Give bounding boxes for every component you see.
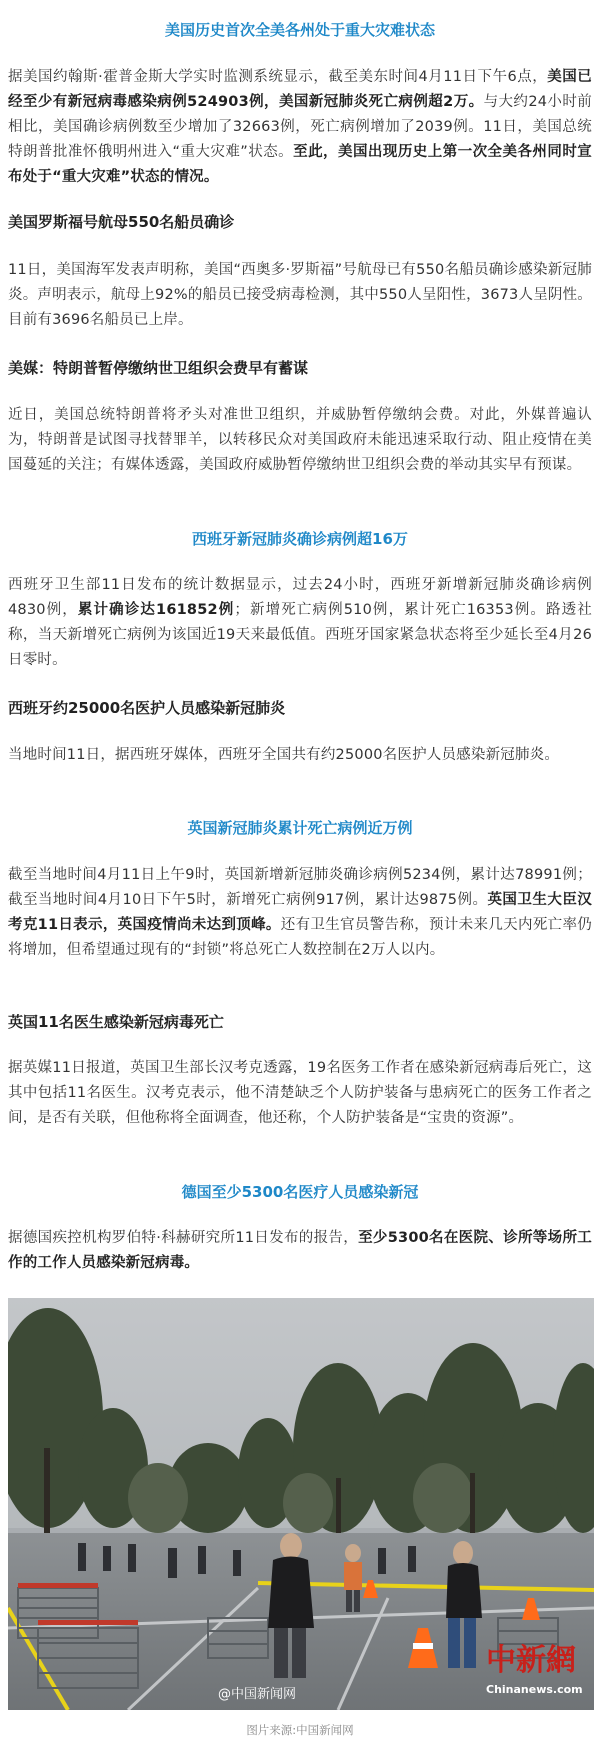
bold-text: 累计确诊达161852例 bbox=[77, 602, 235, 618]
photo-caption: 图片来源:中国新闻网 bbox=[246, 1723, 354, 1737]
paragraph-spain-medics bbox=[8, 743, 592, 768]
text-run: 还有卫生官员警告称，预计未来几天内死亡率仍将增加，但希望通过现有的“封锁”将总死亡人数控制在2万人以内。 bbox=[8, 917, 592, 958]
section-heading: 德国至少5300名医疗人员感染新冠 bbox=[181, 1183, 419, 1201]
section-roosevelt bbox=[8, 210, 592, 234]
chinanews-logo: 中新網 bbox=[486, 1643, 576, 1678]
bold-text: 至少5300名在医院、诊所等场所工作的工作人员感染新冠病毒。 bbox=[8, 1230, 592, 1271]
section-who-dues bbox=[8, 356, 592, 380]
section-subheading: 英国11名医生感染新冠病毒死亡 bbox=[8, 1013, 224, 1031]
section-subheading: 西班牙约25000名医护人员感染新冠肺炎 bbox=[8, 699, 286, 717]
paragraph-text: 当地时间11日，据西班牙媒体，西班牙全国共有约25000名医护人员感染新冠肺炎。 bbox=[8, 747, 560, 763]
section-uk-doctors bbox=[8, 1010, 592, 1034]
text-run: 西班牙卫生部11日发布的统计数据显示，过去24小时，西班牙新增新冠肺炎确诊病例4830例， bbox=[8, 577, 592, 618]
section-spain-cases bbox=[8, 527, 592, 551]
paragraph-spain-cases bbox=[8, 573, 592, 673]
text-run: ；新增死亡病例510例，累计死亡16353例。路透社称，当天新增死亡病例为该国近19天来最低值。西班牙国家紧急状态将至少延长至4月26日零时。 bbox=[8, 602, 592, 668]
paragraph-uk-deaths bbox=[8, 863, 592, 963]
text-run: 与大约24小时前相比，美国确诊病例数至少增加了32663例，死亡病例增加了2039例。11日，美国总统特朗普批准怀俄明州进入“重大灾难”状态。 bbox=[8, 94, 592, 160]
bold-text: 至此，美国出现历史上第一次全美各州同时宣布处于“重大灾难”状态的情况。 bbox=[8, 144, 592, 185]
section-uk-deaths bbox=[8, 816, 592, 840]
section-germany-medics bbox=[8, 1180, 592, 1204]
bold-text: 英国卫生大臣汉考克11日表示，英国疫情尚未达到顶峰。 bbox=[8, 892, 592, 933]
chinanews-domain: Chinanews.com bbox=[486, 1683, 583, 1696]
section-heading: 美国历史首次全美各州处于重大灾难状态 bbox=[164, 21, 435, 39]
section-heading: 英国新冠肺炎累计死亡病例近万例 bbox=[187, 819, 413, 837]
news-photo bbox=[8, 1298, 594, 1710]
text-run: 截至当地时间4月11日上午9时，英国新增新冠肺炎确诊病例5234例，累计达78991例；截至当地时间4月10日下午5时，新增死亡病例917例，累计达9875例。 bbox=[8, 867, 592, 908]
bold-text: 美国已经至少有新冠病毒感染病例524903例，美国新冠肺炎死亡病例超2万。 bbox=[8, 69, 592, 110]
text-run: 据德国疾控机构罗伯特·科赫研究所11日发布的报告， bbox=[8, 1230, 359, 1246]
section-us-disaster bbox=[8, 18, 592, 42]
section-spain-medics bbox=[8, 696, 592, 720]
section-heading: 西班牙新冠肺炎确诊病例超16万 bbox=[192, 530, 408, 548]
paragraph-us-disaster bbox=[8, 65, 592, 190]
text-run: 据美国约翰斯·霍普金斯大学实时监测系统显示，截至美东时间4月11日下午6点， bbox=[8, 69, 548, 85]
paragraph-who-dues bbox=[8, 403, 592, 478]
paragraph-uk-doctors bbox=[8, 1056, 592, 1131]
section-subheading: 美媒：特朗普暂停缴纳世卫组织会费早有蓄谋 bbox=[8, 359, 309, 377]
section-subheading: 美国罗斯福号航母550名船员确诊 bbox=[8, 213, 235, 231]
paragraph-text: 据英媒11日报道，英国卫生部长汉考克透露，19名医务工作者在感染新冠病毒后死亡，这其中包括11名医生。汉考克表示，他不清楚缺乏个人防护装备与患病死亡的医务工作者之间，是否有关联，但他称将全面调查，他还称，个人防护装备是“宝贵的资源”。 bbox=[8, 1060, 592, 1126]
parking-lot-queue-image bbox=[8, 1298, 594, 1710]
paragraph-germany-medics bbox=[8, 1226, 592, 1276]
weibo-watermark: @中国新闻网 bbox=[218, 1687, 297, 1702]
paragraph-text: 11日，美国海军发表声明称，美国“西奥多·罗斯福”号航母已有550名船员确诊感染新冠肺炎。声明表示，航母上92%的船员已接受病毒检测，其中550人呈阳性，3673人呈阴性。目前有3696名船员已上岸。 bbox=[8, 262, 592, 328]
paragraph-text: 近日，美国总统特朗普将矛头对准世卫组织，并威胁暂停缴纳会费。对此，外媒普遍认为，特朗普是试图寻找替罪羊，以转移民众对美国政府未能迅速采取行动、阻止疫情在美国蔓延的关注；有媒体透露，美国政府威胁暂停缴纳世卫组织会费的举动其实早有预谋。 bbox=[8, 407, 592, 473]
paragraph-roosevelt bbox=[8, 258, 592, 333]
